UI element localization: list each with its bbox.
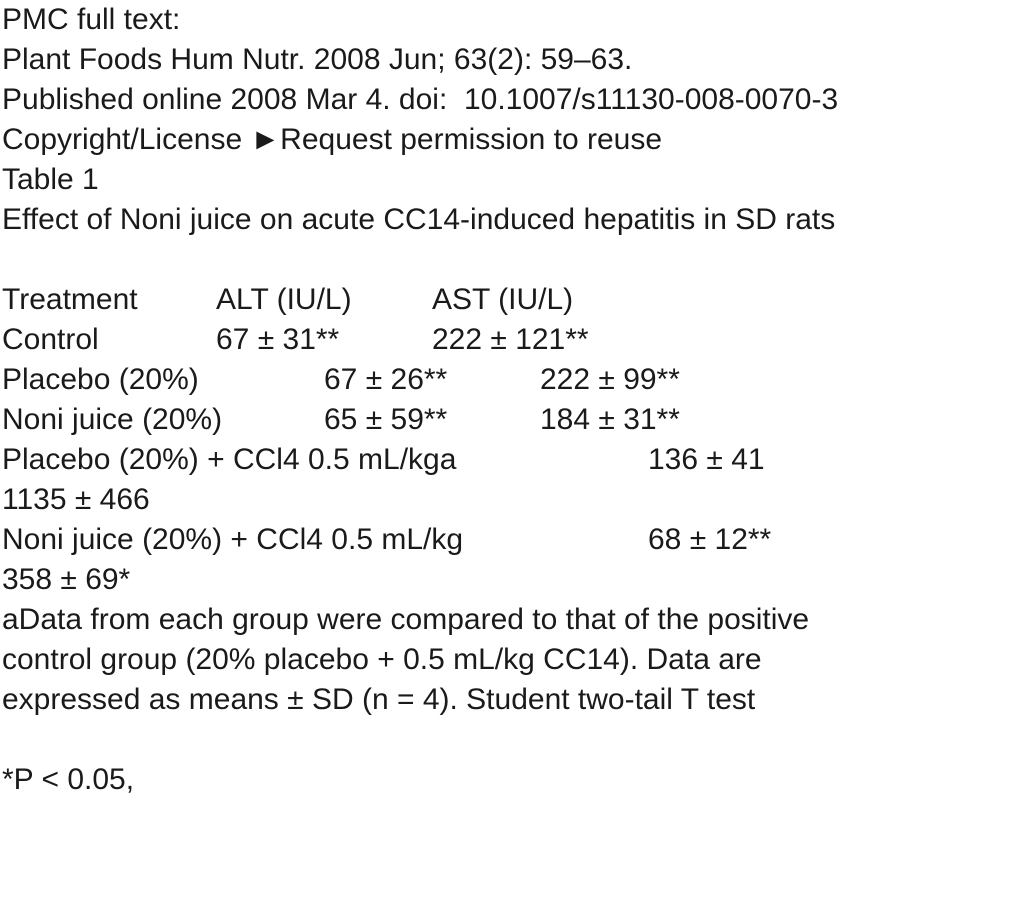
table-row-wrap (2, 480, 1020, 520)
treatment-cell: Placebo (20%) (2, 363, 199, 396)
alt-cell: 68 ± 12** (648, 523, 772, 556)
publication-date-doi: Published online 2008 Mar 4. doi: 10.1007/s11130-008-0070-3 (2, 83, 839, 116)
ast-cell: 222 ± 99** (540, 363, 680, 396)
treatment-cell: Noni juice (20%) (2, 403, 223, 436)
table-row (2, 400, 1020, 440)
table-caption: Effect of Noni juice on acute CC14-induced hepatitis in SD rats (2, 203, 836, 236)
ast-cell: 222 ± 121** (432, 323, 589, 356)
footnote-line: aData from each group were compared to that of the positive (2, 603, 810, 636)
header-alt: ALT (IU/L) (216, 283, 352, 316)
ast-cell: 358 ± 69* (2, 563, 131, 596)
table-row (2, 520, 1020, 560)
footnote-line: expressed as means ± SD (n = 4). Student two-tail T test (2, 683, 756, 716)
source-label: PMC full text: (2, 3, 181, 36)
treatment-cell: Placebo (20%) + CCl4 0.5 mL/kga (2, 443, 457, 476)
header-ast: AST (IU/L) (432, 283, 574, 316)
significance-note: *P < 0.05, (2, 763, 135, 796)
copyright-link[interactable]: Copyright/License ►Request permission to reuse (2, 123, 663, 156)
citation: Plant Foods Hum Nutr. 2008 Jun; 63(2): 59–63. (2, 43, 633, 76)
footnote-line: control group (20% placebo + 0.5 mL/kg CC14). Data are (2, 643, 762, 676)
spacer (2, 240, 1020, 280)
ast-cell: 1135 ± 466 (2, 483, 150, 516)
table-label: Table 1 (2, 163, 99, 196)
header-treatment: Treatment (2, 283, 138, 316)
table-row (2, 320, 1020, 360)
document-page (2, 0, 1020, 800)
alt-cell: 67 ± 31** (216, 323, 340, 356)
treatment-cell: Noni juice (20%) + CCl4 0.5 mL/kg (2, 523, 464, 556)
treatment-cell: Control (2, 323, 99, 356)
alt-cell: 65 ± 59** (324, 403, 448, 436)
table-row (2, 360, 1020, 400)
table-row-wrap (2, 560, 1020, 600)
table-row (2, 440, 1020, 480)
ast-cell: 184 ± 31** (540, 403, 680, 436)
spacer (2, 720, 1020, 760)
table-header-row (2, 280, 1020, 320)
alt-cell: 136 ± 41 (648, 443, 765, 476)
alt-cell: 67 ± 26** (324, 363, 448, 396)
